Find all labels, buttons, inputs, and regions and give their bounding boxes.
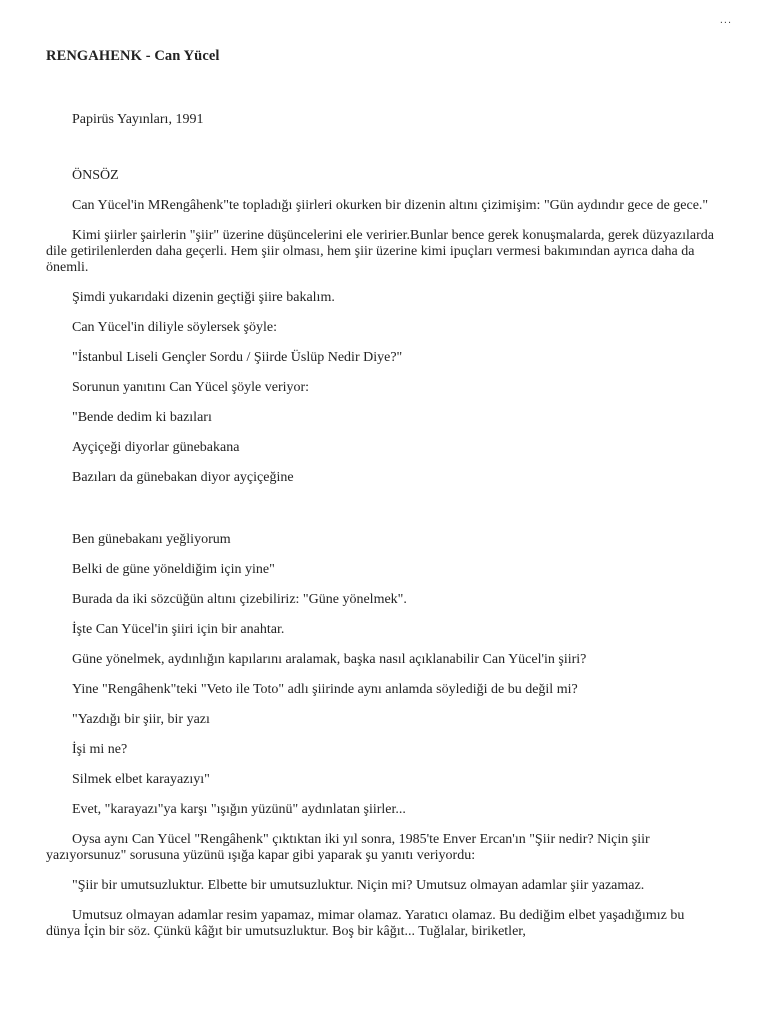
poem-line: Silmek elbet karayazıyı" [72,772,210,787]
more-options-icon[interactable]: ... [719,14,732,26]
paragraph: Can Yücel'in diliyle söylersek şöyle: [72,320,277,335]
publisher-line: Papirüs Yayınları, 1991 [72,112,204,127]
paragraph: "İstanbul Liseli Gençler Sordu / Şiirde Üslüp Nedir Diye?" [72,350,403,365]
paragraph: Kimi şiirler şairlerin "şiir" üzerine düşüncelerini ele veririer.Bunlar bence gerek konuşmalarda, gerek düzyazılarda dile getirilenlerden daha geçerli. Hem şiir olması, hem şiir üzerine kimi ipuçları vermesi bakımından ayrıca daha da önemli. [46,228,714,275]
paragraph: Şimdi yukarıdaki dizenin geçtiği şiire bakalım. [72,290,335,305]
paragraph: Burada da iki sözcüğün altını çizebiliriz: "Güne yönelmek". [72,592,407,607]
paragraph: "Şiir bir umutsuzluktur. Elbette bir umutsuzluktur. Niçin mi? Umutsuz olmayan adamlar şiir yazamaz. [72,878,645,893]
paragraph: Evet, "karayazı"ya karşı "ışığın yüzünü" aydınlatan şiirler... [72,802,406,817]
paragraph: Umutsuz olmayan adamlar resim yapamaz, mimar olamaz. Yaratıcı olamaz. Bu dediğim elbet yaşadığımız bu dünya İçin bir söz. Çünkü kâğıt bir umutsuzluktur. Boş bir kâğıt... Tuğlalar, biriketler, [46,908,685,939]
paragraph: Can Yücel'in MRengâhenk"te topladığı şiirleri okurken bir dizenin altını çizimişim: "Gün aydındır gece de gece." [72,198,709,213]
paragraph: İşte Can Yücel'in şiiri için bir anahtar. [72,622,285,637]
paragraph: Sorunun yanıtını Can Yücel şöyle veriyor: [72,380,310,395]
poem-line: Bazıları da günebakan diyor ayçiçeğine [72,470,294,485]
poem-line: "Yazdığı bir şiir, bir yazı [72,712,210,727]
paragraph: Oysa aynı Can Yücel "Rengâhenk" çıktıktan iki yıl sonra, 1985'te Enver Ercan'ın "Şiir nedir? Niçin şiir yazıyorsunuz" sorusuna yüzünü ışığa kapar gibi yaparak şu yanıtı veriyordu: [46,832,650,863]
paragraph: Yine "Rengâhenk"teki "Veto ile Toto" adlı şiirinde aynı anlamda söylediği de bu değil mi? [72,682,578,697]
poem-line: Ayçiçeği diyorlar günebakana [72,440,240,455]
section-heading: ÖNSÖZ [72,168,119,183]
document-title: RENGAHENK - Can Yücel [46,48,220,64]
poem-line: İşi mi ne? [72,742,128,757]
poem-line: Belki de güne yöneldiğim için yine" [72,562,275,577]
poem-line: Ben günebakanı yeğliyorum [72,532,231,547]
poem-line: "Bende dedim ki bazıları [72,410,212,425]
document-body [46,48,722,940]
paragraph: Güne yönelmek, aydınlığın kapılarını aralamak, başka nasıl açıklanabilir Can Yücel'in şiiri? [72,652,587,667]
